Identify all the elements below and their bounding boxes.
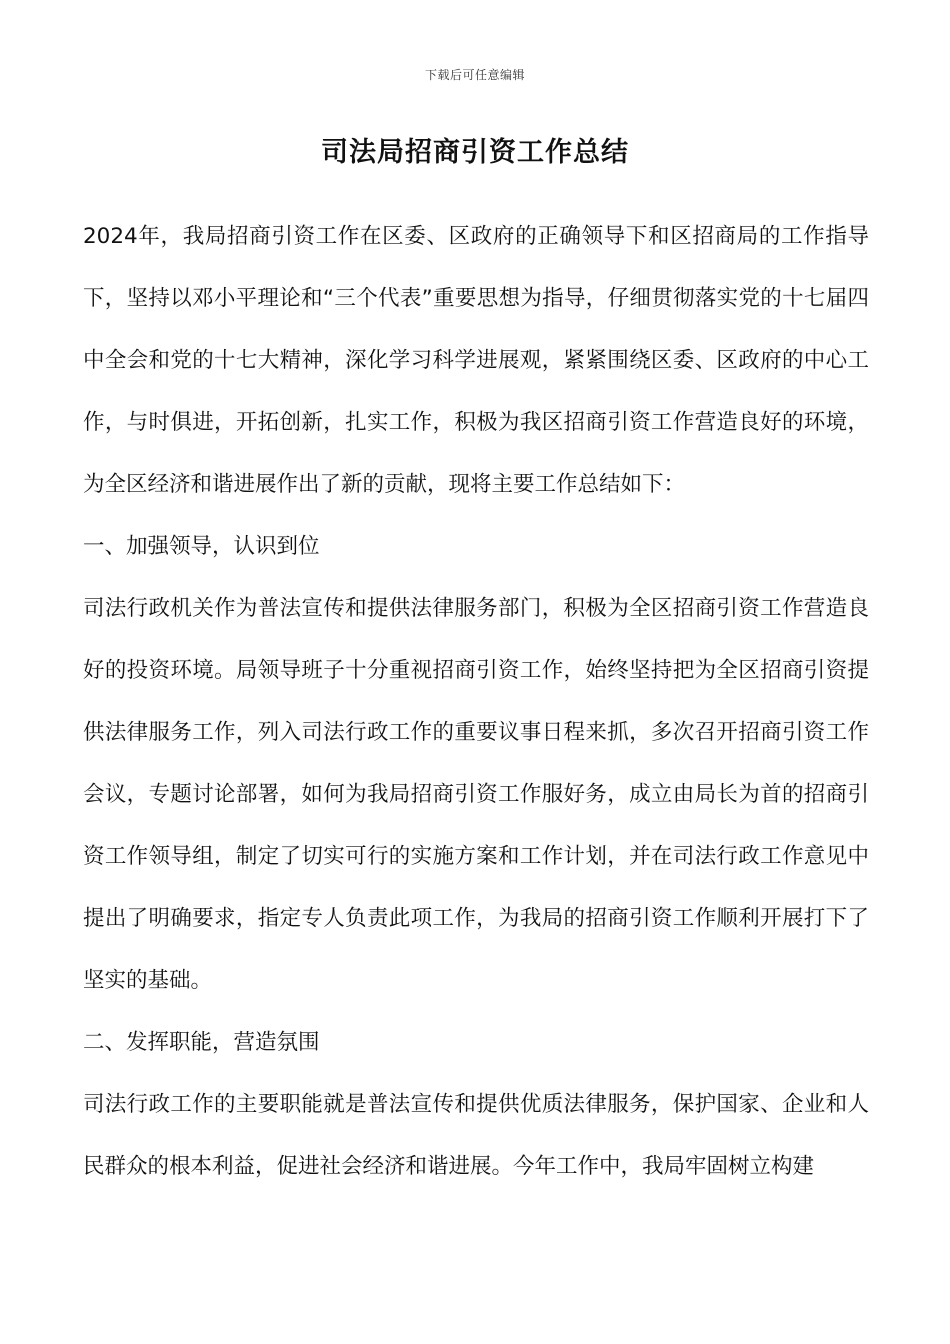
section-heading-2: 二、发挥职能，营造氛围 — [83, 1030, 320, 1055]
document-body — [83, 206, 869, 1198]
section-2-paragraph: 司法行政工作的主要职能就是普法宣传和提供优质法律服务，保护国家、企业和人民群众的根本利益，促进社会经济和谐进展。今年工作中，我局牢固树立构建 — [83, 1092, 869, 1179]
header-note: 下载后可任意编辑 — [424, 68, 525, 82]
document-title: 司法局招商引资工作总结 — [321, 137, 629, 168]
section-heading-1: 一、加强领导，认识到位 — [83, 534, 320, 559]
section-1-paragraph: 司法行政机关作为普法宣传和提供法律服务部门，积极为全区招商引资工作营造良好的投资环境。局领导班子十分重视招商引资工作，始终坚持把为全区招商引资提供法律服务工作，列入司法行政工作的重要议事日程来抓，多次召开招商引资工作会议，专题讨论部署，如何为我局招商引资工作服好务，成立由局长为首的招商引资工作领导组，制定了切实可行的实施方案和工作计划，并在司法行政工作意见中提出了明确要求，指定专人负责此项工作，为我局的招商引资工作顺利开展打下了坚实的基础。 — [83, 596, 869, 993]
intro-paragraph: 2024年，我局招商引资工作在区委、区政府的正确领导下和区招商局的工作指导下，坚持以邓小平理论和“三个代表”重要思想为指导，仔细贯彻落实党的十七届四中全会和党的十七大精神，深化学习科学进展观，紧紧围绕区委、区政府的中心工作，与时俱进，开拓创新，扎实工作，积极为我区招商引资工作营造良好的环境，为全区经济和谐进展作出了新的贡献，现将主要工作总结如下： — [83, 224, 869, 497]
